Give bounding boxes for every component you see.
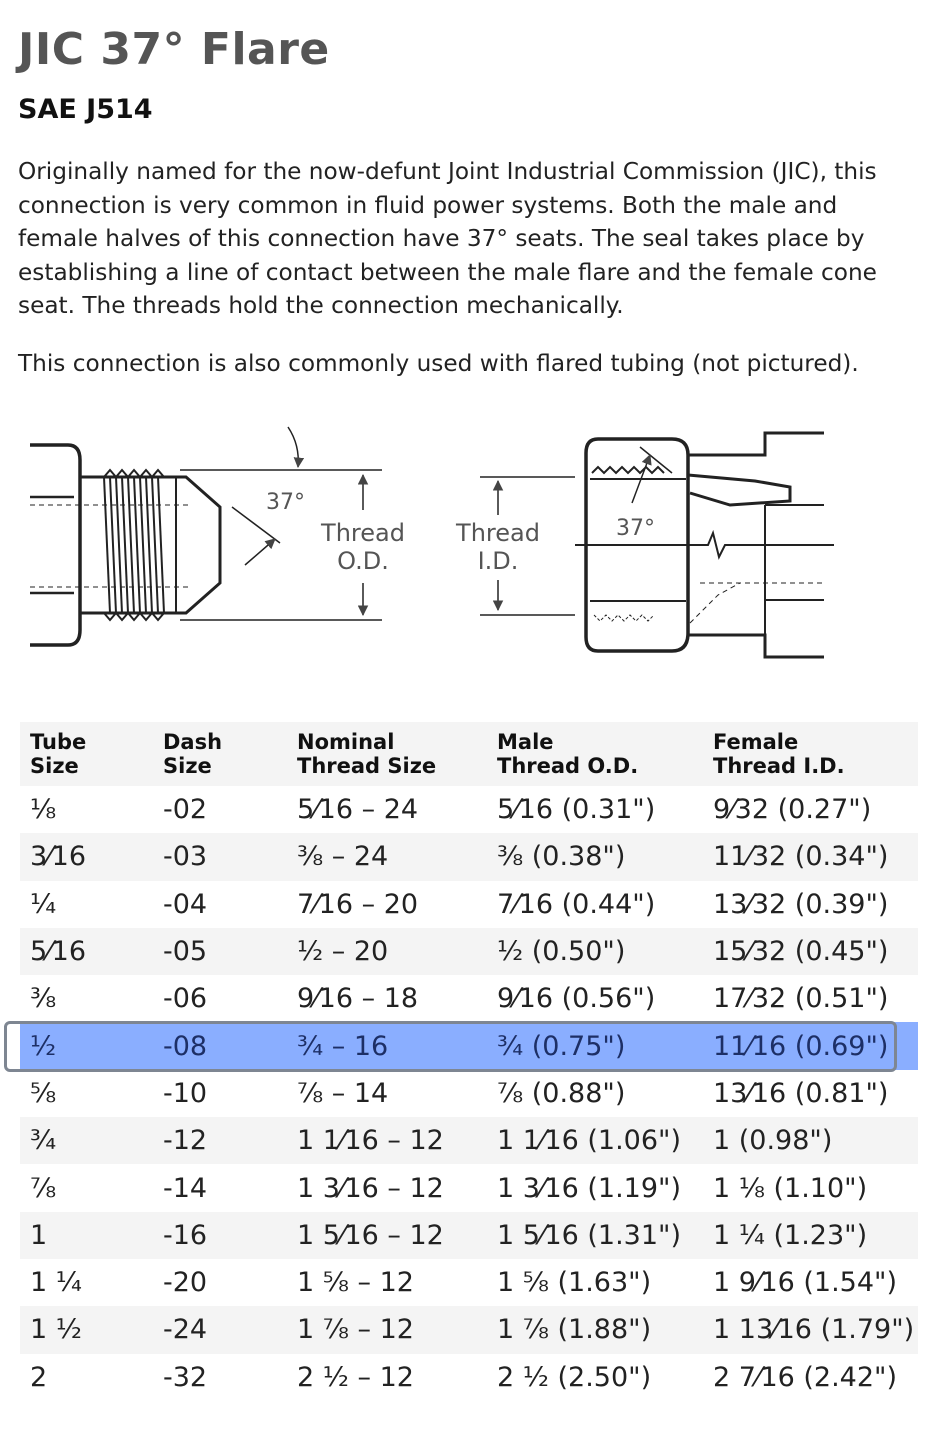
table-row [20, 786, 918, 833]
tube-size-cell: 3⁄16 [30, 841, 87, 873]
male-od-cell: 1 1⁄16 (1.06") [497, 1125, 681, 1157]
dash-size-cell: -02 [163, 794, 208, 826]
tube-size-cell: 2 [30, 1361, 48, 1393]
tube-size-cell: ¾ [30, 1125, 57, 1157]
male-od-cell: 2 ½ (2.50") [497, 1361, 652, 1393]
dash-size-cell: -03 [163, 841, 208, 873]
dash-size-cell: -08 [163, 1030, 208, 1062]
tube-size-cell: 1 ½ [30, 1314, 82, 1346]
table-row [20, 975, 918, 1022]
tube-size-cell: 5⁄16 [30, 936, 87, 968]
dash-size-cell: -20 [163, 1267, 208, 1299]
female-id-cell: 1 ⅛ (1.10") [713, 1172, 868, 1204]
dash-size-cell: -24 [163, 1314, 208, 1346]
female-id-cell: 1 ¼ (1.23") [713, 1219, 868, 1251]
dash-size-cell: -05 [163, 936, 208, 968]
table-row [20, 1212, 918, 1259]
table-row [20, 928, 918, 975]
header-dash-size: Dash Size [163, 730, 223, 778]
nominal-thread-cell: ⅞ – 14 [297, 1077, 389, 1109]
tube-size-cell: 1 [30, 1219, 48, 1251]
table-row [20, 1259, 918, 1306]
nominal-thread-cell: 1 ⅝ – 12 [297, 1267, 414, 1299]
nominal-thread-cell: ½ – 20 [297, 936, 389, 968]
female-id-cell: 13⁄16 (0.81") [713, 1077, 889, 1109]
tube-size-cell: ⅜ [30, 983, 57, 1015]
tube-size-cell: ½ [30, 1030, 57, 1062]
female-id-cell: 2 7⁄16 (2.42") [713, 1361, 897, 1393]
description-paragraph: Originally named for the now-defunt Joint Industrial Commission (JIC), this connection is very common in fluid power systems. Both the male and female halves of this connection have 37° seats. The seal takes place by establishing a line of contact between the male flare and the female cone seat. The threads hold the connection mechanically. [18, 158, 877, 319]
nominal-thread-cell: 5⁄16 – 24 [297, 794, 419, 826]
table-header-row [20, 722, 918, 786]
nominal-thread-cell: ¾ – 16 [297, 1030, 389, 1062]
female-id-cell: 11⁄16 (0.69") [713, 1030, 889, 1062]
dash-size-cell: -32 [163, 1361, 208, 1393]
table-row [20, 1022, 918, 1069]
female-angle-label: 37° [616, 516, 655, 541]
tube-size-cell: 1 ¼ [30, 1267, 82, 1299]
male-od-label-line1: Thread [321, 519, 405, 547]
male-od-cell: 1 ⅝ (1.63") [497, 1267, 652, 1299]
fitting-diagram [0, 415, 939, 675]
page-subtitle: SAE J514 [18, 94, 153, 125]
dash-size-cell: -04 [163, 888, 208, 920]
male-angle-label: 37° [266, 490, 305, 515]
female-id-cell: 9⁄32 (0.27") [713, 794, 872, 826]
tube-size-cell: ⅝ [30, 1077, 57, 1109]
male-od-cell: ½ (0.50") [497, 936, 626, 968]
nominal-thread-cell: ⅜ – 24 [297, 841, 389, 873]
female-id-cell: 17⁄32 (0.51") [713, 983, 889, 1015]
male-od-cell: 7⁄16 (0.44") [497, 888, 656, 920]
nominal-thread-cell: 1 5⁄16 – 12 [297, 1219, 444, 1251]
header-male-thread-od: Male Thread O.D. [497, 730, 639, 778]
female-id-cell: 13⁄32 (0.39") [713, 888, 889, 920]
male-od-cell: 5⁄16 (0.31") [497, 794, 656, 826]
nominal-thread-cell: 1 1⁄16 – 12 [297, 1125, 444, 1157]
dash-size-cell: -16 [163, 1219, 208, 1251]
nominal-thread-cell: 1 ⅞ – 12 [297, 1314, 414, 1346]
dash-size-cell: -06 [163, 983, 208, 1015]
female-id-label-line1: Thread [456, 519, 540, 547]
nominal-thread-cell: 2 ½ – 12 [297, 1361, 414, 1393]
table-row [20, 833, 918, 880]
nominal-thread-cell: 9⁄16 – 18 [297, 983, 419, 1015]
female-id-cell: 11⁄32 (0.34") [713, 841, 889, 873]
dash-size-cell: -12 [163, 1125, 208, 1157]
female-id-label-line2: I.D. [477, 547, 519, 575]
male-od-cell: 1 5⁄16 (1.31") [497, 1219, 681, 1251]
header-female-thread-id: Female Thread I.D. [713, 730, 845, 778]
male-od-cell: ⅞ (0.88") [497, 1077, 626, 1109]
table-row [20, 1070, 918, 1117]
nominal-thread-cell: 1 3⁄16 – 12 [297, 1172, 444, 1204]
table-row [20, 1117, 918, 1164]
male-od-cell: ¾ (0.75") [497, 1030, 626, 1062]
nominal-thread-cell: 7⁄16 – 20 [297, 888, 419, 920]
page-title: JIC 37° Flare [18, 24, 330, 75]
male-od-cell: ⅜ (0.38") [497, 841, 626, 873]
male-od-cell: 1 3⁄16 (1.19") [497, 1172, 681, 1204]
female-id-cell: 1 13⁄16 (1.79") [713, 1314, 915, 1346]
male-od-cell: 1 ⅞ (1.88") [497, 1314, 652, 1346]
table-row [20, 1306, 918, 1353]
male-od-label-line2: O.D. [337, 547, 389, 575]
female-id-cell: 1 (0.98") [713, 1125, 833, 1157]
male-od-cell: 9⁄16 (0.56") [497, 983, 656, 1015]
header-tube-size: Tube Size [30, 730, 87, 778]
dash-size-cell: -14 [163, 1172, 208, 1204]
female-id-cell: 1 9⁄16 (1.54") [713, 1267, 897, 1299]
table-row [20, 1354, 918, 1401]
dash-size-cell: -10 [163, 1077, 208, 1109]
table-row [20, 1164, 918, 1211]
jic-size-table [20, 722, 918, 1401]
tube-size-cell: ¼ [30, 888, 57, 920]
female-id-cell: 15⁄32 (0.45") [713, 936, 889, 968]
table-row [20, 881, 918, 928]
note-paragraph: This connection is also commonly used with flared tubing (not pictured). [18, 350, 859, 377]
tube-size-cell: ⅞ [30, 1172, 57, 1204]
tube-size-cell: ⅛ [30, 794, 57, 826]
header-nominal-thread-size: Nominal Thread Size [297, 730, 437, 778]
